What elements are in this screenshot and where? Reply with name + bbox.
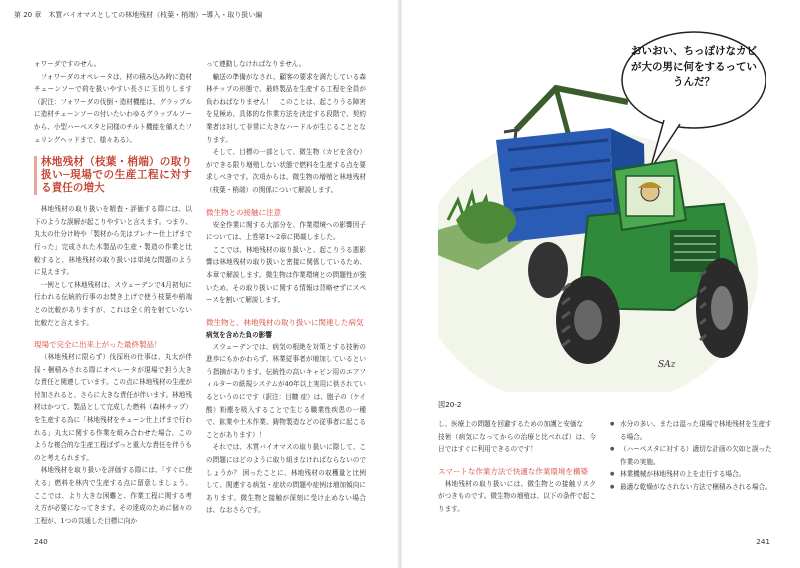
paragraph: （林地残材に限らず）伐採班の仕事は、丸太が伴採・梱積みされる際にオペレータが現場で担う大きな責任と関連しています。この点に林地残材の生産が付加されると、さらに大きな責任が伴います。林地残材はかつて、製品として完成した燃料（森林チップ）を生産する為に「林地残材をチェーン仕上げまで行われる」丸太に関する作業を組み合わせた場合、このような複合的な生産工程ばずっと重大な責任を伴うものと考えられます。 — [34, 353, 192, 462]
paragraph: フォワーダのオペレータは、材の積み込み時に造材チェーンソーで荷を扱いやすい長さに玉切りします（訳注：フォワーダの伐倒・造材機能は、グラップルに造材チェーンソーの付いたいわゆるグラップルソーから、小型ハーベスタと同様のチルト機能を備えたフェリングヘッドまで、様々ある）。 — [34, 72, 192, 144]
sub-subheading: 病気を含めた負の影響 — [206, 330, 272, 339]
paragraph: し、医療上の問題を回避するための加護と安価な — [438, 420, 584, 428]
page-number: 241 — [756, 537, 770, 546]
speech-bubble-text: おいおい、ちっぽけなカビが大の男に何をするっていうんだ？ — [631, 45, 757, 88]
paragraph: って連動しなければなりません。 — [206, 60, 306, 68]
right-page — [402, 0, 800, 568]
figure-caption: 図20-2 — [438, 400, 462, 409]
left-page — [0, 0, 398, 568]
right-column-1 — [438, 418, 596, 516]
running-head: 第 20 章 木質バイオマスとしての林地残材（枝葉・梢端）─導入・取り扱い編 — [14, 11, 263, 19]
paragraph: 輸送の準備がなされ、顧客の要求を満たしている森林チップの形態で、最終製品を生産する工程を全員が負わねばなりません！ このことは、起こりうる障害を見極め、具体的な作業方法を決定する段階で、契約業者は対して非常に大きなハードルが生じることとなります。 — [206, 72, 366, 144]
paragraph: 林地残材を取り扱いを評価する際には、「すぐに使える」燃料を林内で生産する点に留意しましょう。ここでは、より大きな困難と、作業工程に関する考え方が必要になってきます。その達成のために個々の工程が、1つの共通した目標に向か — [34, 466, 192, 525]
paragraph: そして、目標の一部として、微生物（カビを含む）ができる限り増殖しない状態で燃料を生産する点を要求しべきです。次項からは、微生物の増殖と林地残材（枝葉・梢端）の関係について解説します。 — [206, 148, 366, 194]
paragraph: 安全作業に関する大部分を、作業環境への影響因子については、上巻第1～2章に掲載しました。 — [206, 220, 366, 242]
subheading: 現場で完全に出来上がった最終製品！ — [34, 340, 162, 350]
list-item: ● （ハーベスタに対する）適切な計画の欠如と誤った作業の実施。 — [610, 443, 778, 468]
subheading: 微生物と、林地残材の取り扱いに関連した病気 — [206, 317, 364, 327]
left-column-2 — [206, 58, 366, 517]
paragraph: 林地残材の取り扱いには、微生物との接触リスクがつきものです。微生物の増殖は、以下の条件で起こります。 — [438, 479, 596, 513]
paragraph: スウェーデンでは、病気の根絶を対策とする技術の進歩にもかかわらず、林業従事者が増加しているという指摘があります。伝統性の高いキャビン用のエアフィルターの紙規システムが40年以上実用に供されているというのにです（訳注：目糠 症）は、胞子の（ケイ酸）粉塵を吸入することで生じる職業性疾患の一種で、鉱業や土木作業、鋳物製造などの従事者に起こることがあります）！ — [206, 342, 366, 439]
page-number: 240 — [34, 537, 48, 546]
artist-signature: SAz — [658, 360, 676, 370]
illustration-forwarder-cartoon — [438, 20, 766, 392]
paragraph: 技術（病気になってからの治療と比べれば）は、今日ではすぐに利用できるのです！ — [438, 432, 596, 454]
section-heading: 林地残材（枝葉・梢端）の取り扱い─現場での生産工程に対する責任の増大 — [34, 156, 192, 195]
paragraph: ォワーダですのせん。 — [34, 60, 101, 68]
paragraph: ここでは、林地残材の取り扱いと、起こりうる悪影響は林地残材の取り扱いと密接に関係しているため、本章で解説します。微生物は作業環境との問題性が強いため、その取り扱いに関する情報は背略せずにスペースを割いて解説します。 — [206, 245, 366, 305]
list-item: ● 水分の多い、または湿った現場で林地残材を生産する場合。 — [610, 418, 778, 443]
bullet-list — [610, 418, 778, 494]
paragraph: 林地残材の取り扱いを精査・評価する際には、以下のような誤解が起こりやすいと言えます。つまり、丸太の仕分け時や「製材から先はプレナー仕上げまで行った」完成された木製品の生産・製造の作業と比較すると、林地残材の取り扱いは単純な問題のように見えます。 — [34, 205, 192, 277]
subheading: 微生物との接触に注意 — [206, 207, 281, 217]
left-column-1 — [34, 58, 192, 527]
right-column-2 — [610, 418, 778, 494]
list-item: ● 最適な乾燥がなされない方法で梱積みされる場合。 — [610, 481, 778, 494]
paragraph: それでは、木質バイオマスの取り扱いに際して、この問題にはどのように取り組まなければならないのでしょうか？ 困ったことに、林地残材の収穫量と比例して、関連する病気・症状の問題や症例は増加傾向にあります。微生物と接触が深刻に受け止めない場合は、なおさらです。 — [206, 443, 366, 515]
list-item: ● 林業機械が林地残材の上を走行する場合。 — [610, 468, 778, 481]
subheading: スマートな作業方法で快適な作業環境を構築 — [438, 466, 588, 476]
paragraph: 一例として林地残材は、スウェーデンで4月初旬に行われる伝統的行事のお焚き上げで使う枝葉や梢端との比較がありますが、これは全く的を射ていない比較だと言えます。 — [34, 280, 192, 327]
